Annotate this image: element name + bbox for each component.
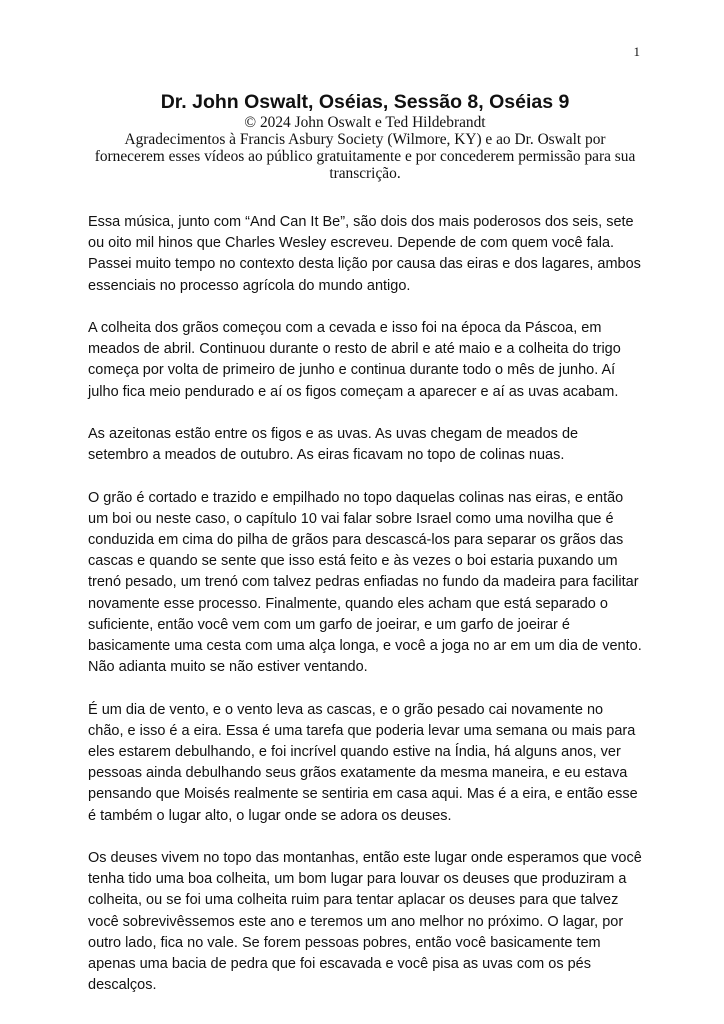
paragraph: O grão é cortado e trazido e empilhado no topo daquelas colinas nas eiras, e então um boi ou neste caso, o capítulo 10 vai falar sobre Israel como uma novilha que é conduzida em cima do pilha de grãos para descascá-los para separar os grãos das cascas e quando se sente que isso está feito e às vezes o boi estaria puxando um trenó pesado, um trenó com talvez pedras enfiadas no fundo da madeira para facilitar novamente esse processo. Finalmente, quando eles acham que está separado o suficiente, então você vem com um garfo de joeirar, e um garfo de joeirar é basicamente uma cesta com uma alça longa, e você a joga no ar em um dia de vento. Não adianta muito se não estiver ventando.	[88, 489, 642, 676]
transcript-body	[88, 212, 642, 1018]
paragraph: Essa música, junto com “And Can It Be”, são dois dos mais poderosos dos seis, sete ou oito mil hinos que Charles Wesley escreveu. Depende de com quem você fala. Passei muito tempo no contexto desta lição por causa das eiras e dos lagares, ambos essenciais no processo agrícola do mundo antigo.	[88, 214, 641, 294]
page-number: 1	[633, 44, 640, 59]
paragraph: A colheita dos grãos começou com a cevada e isso foi na época da Páscoa, em meados de abril. Continuou durante o resto de abril e até maio e a colheita do trigo começa por volta de primeiro de junho e continua durante todo o mês de junho. Aí julho fica meio pendurado e aí os figos começam a aparecer e aí as uvas acabam.	[88, 320, 621, 400]
document-header	[88, 90, 642, 182]
paragraph: As azeitonas estão entre os figos e as uvas. As uvas chegam de meados de setembro a meados de outubro. As eiras ficavam no topo de colinas nuas.	[88, 426, 579, 464]
document-title: Dr. John Oswalt, Oséias, Sessão 8, Oséias 9	[160, 91, 570, 113]
acknowledgement-text: Agradecimentos à Francis Asbury Society (Wilmore, KY) e ao Dr. Oswalt por fornecerem esses vídeos ao público gratuitamente e por concederem permissão para sua transcrição.	[94, 131, 636, 182]
paragraph: Os deuses vivem no topo das montanhas, então este lugar onde esperamos que você tenha tido uma boa colheita, um bom lugar para louvar os deuses que produziram a colheita, ou se foi uma colheita ruim para tentar aplacar os deuses para que talvez você sobrevivêssemos este ano e teremos um ano melhor no próximo. O lagar, por outro lado, fica no vale. Se forem pessoas pobres, então você basicamente tem apenas uma bacia de pedra que foi escavada e você pisa as uvas com os pés descalços.	[88, 850, 642, 994]
copyright-line: © 2024 John Oswalt e Ted Hildebrandt	[244, 114, 486, 131]
paragraph: É um dia de vento, e o vento leva as cascas, e o grão pesado cai novamente no chão, e isso é a eira. Essa é uma tarefa que poderia levar uma semana ou mais para eles estarem debulhando, e foi incrível quando estive na Índia, há alguns anos, ver pessoas ainda debulhando seus grãos exatamente da mesma maneira, e eu estava pensando que Moisés realmente se sentiria em casa aqui. Mas é a eira, e então esse é também o lugar alto, o lugar onde se adora os deuses.	[88, 701, 638, 824]
